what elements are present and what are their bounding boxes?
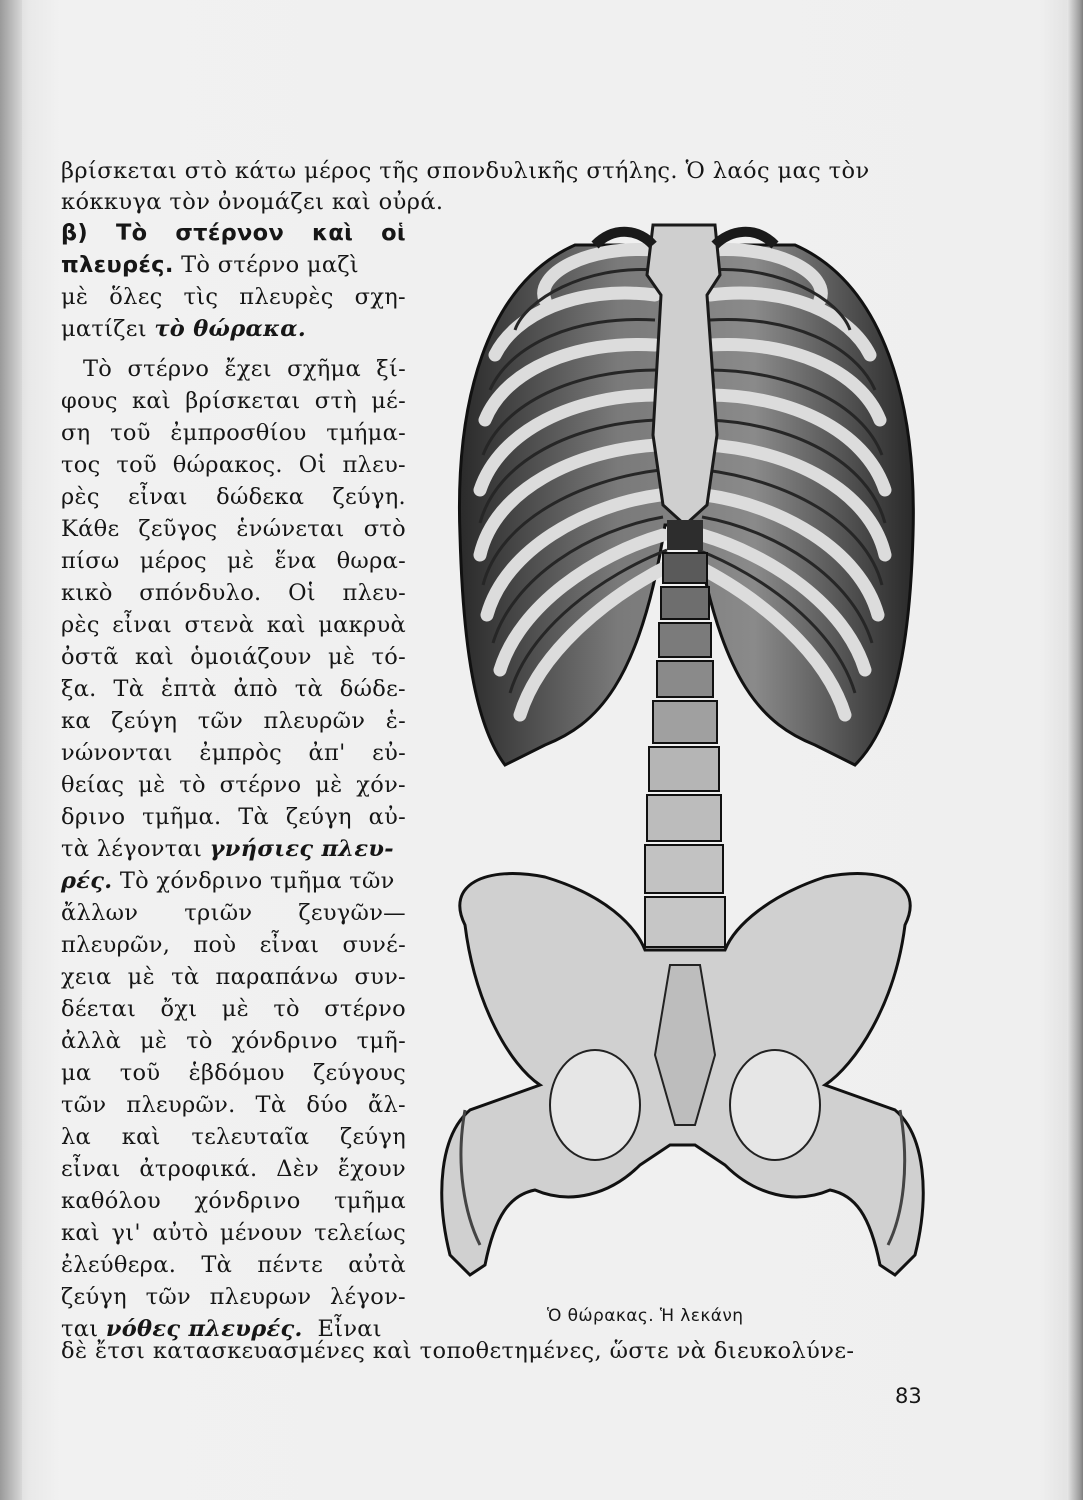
genuine-ribs-term: γνήσιες πλευ- — [209, 836, 394, 862]
page-number: 83 — [895, 1384, 922, 1408]
paragraph-line: πλευρῶν, ποὺ εἶναι συνέ- — [61, 932, 406, 958]
paragraph-line: ση τοῦ ἐμπροσθίου τμήμα- — [61, 420, 406, 446]
section-heading: β) Τὸ στέρνον καὶ οἱ — [61, 220, 406, 246]
figure-caption: Ὁ θώρακας. Ἡ λεκάνη — [547, 1306, 744, 1326]
heading-continuation: Τὸ στέρνο μαζὶ — [181, 252, 359, 278]
paragraph-line: ἄλλων τριῶν ζευγῶν— — [61, 900, 406, 926]
paragraph-line: καὶ γι' αὐτὸ μένουν τελείως — [61, 1220, 406, 1246]
paragraph-line: φους καὶ βρίσκεται στὴ μέ- — [61, 388, 406, 414]
thorax-term: τὸ θώρακα. — [154, 316, 307, 342]
paragraph-line: καθόλου χόνδρινο τμῆμα — [61, 1188, 406, 1214]
heading-term-ribs: πλευρές. — [61, 252, 174, 278]
paragraph-line: ζεύγη τῶν πλευρων λέγον- — [61, 1284, 406, 1310]
genuine-before: τὰ λέγονται — [61, 836, 203, 862]
paragraph-line: ξα. Τὰ ἑπτὰ ἀπὸ τὰ δώδε- — [61, 676, 406, 702]
paragraph-line: εἶναι ἀτροφικά. Δὲν ἔχουν — [61, 1156, 406, 1182]
thorax-pelvis-illustration — [425, 205, 940, 1290]
paragraph-line: λα καὶ τελευταῖα ζεύγη — [61, 1124, 406, 1150]
false-ribs-after: Εἶναι — [317, 1316, 382, 1342]
paragraph-line: δέεται ὄχι μὲ τὸ στέρνο — [61, 996, 406, 1022]
column-line — [61, 313, 406, 345]
paragraph-line: Κάθε ζεῦγος ἑνώνεται στὸ — [61, 516, 406, 542]
paragraph-line: Τὸ στέρνο ἔχει σχῆμα ξί- — [83, 356, 406, 382]
paragraph-line: χεια μὲ τὰ παραπάνω συν- — [61, 964, 406, 990]
text-bottom-line: δὲ ἔτσι κατασκευασμένες καὶ τοποθετημένες, ὥστε νὰ διευκολύνε- — [61, 1338, 855, 1364]
paragraph-line: πίσω μέρος μὲ ἕνα θωρα- — [61, 548, 406, 574]
paragraph-line: τος τοῦ θώρακος. Οἱ πλευ- — [61, 452, 406, 478]
genuine-ribs-term-end: ρές. — [61, 868, 113, 894]
paragraph-line: θείας μὲ τὸ στέρνο μὲ χόν- — [61, 772, 406, 798]
paragraph-line: ὀστᾶ καὶ ὁμοιάζουν μὲ τό- — [61, 644, 406, 670]
paragraph-line: δρινο τμῆμα. Τὰ ζεύγη αὐ- — [61, 804, 406, 830]
paragraph-line: ρὲς εἶναι δώδεκα ζεύγη. — [61, 484, 406, 510]
text-column — [61, 217, 406, 1345]
paragraph-line: κα ζεύγη τῶν πλευρῶν ἑ- — [61, 708, 406, 734]
genuine-after: Τὸ χόνδρινο τμῆμα τῶν — [119, 868, 395, 894]
paragraph-line: ρὲς εἶναι στενὰ καὶ μακρυὰ — [61, 612, 406, 638]
column-line-text: ματίζει — [61, 316, 147, 342]
paragraph-line: ἐλεύθερα. Τὰ πέντε αὐτὰ — [61, 1252, 406, 1278]
page-right-edge — [1067, 0, 1083, 1500]
sternum — [647, 225, 720, 525]
paragraph-line: μα τοῦ ἑβδόμου ζεύγους — [61, 1060, 406, 1086]
text-top-line-2: κόκκυγα τὸν ὀνομάζει καὶ οὐρά. — [61, 189, 444, 215]
paragraph-line — [61, 833, 406, 865]
paragraph-line: νώνονται ἐμπρὸς ἀπ' εὐ- — [61, 740, 406, 766]
paragraph-line: ἀλλὰ μὲ τὸ χόνδρινο τμῆ- — [61, 1028, 406, 1054]
paragraph-line: κικὸ σπόνδυλο. Οἱ πλευ- — [61, 580, 406, 606]
false-ribs-term: νόθες πλευρές. — [105, 1316, 303, 1342]
heading-line-2 — [61, 249, 406, 281]
page-spine-shadow — [0, 0, 22, 1500]
paragraph-line — [61, 865, 406, 897]
text-top-line-1: βρίσκεται στὸ κάτω μέρος τῆς σπονδυλικῆς στήλης. Ὁ λαός μας τὸν — [61, 158, 870, 184]
paragraph-line: τῶν πλευρῶν. Τὰ δύο ἄλ- — [61, 1092, 406, 1118]
column-line: μὲ ὅλες τὶς πλευρὲς σχη- — [61, 284, 406, 310]
false-ribs-before: ται — [61, 1316, 99, 1342]
